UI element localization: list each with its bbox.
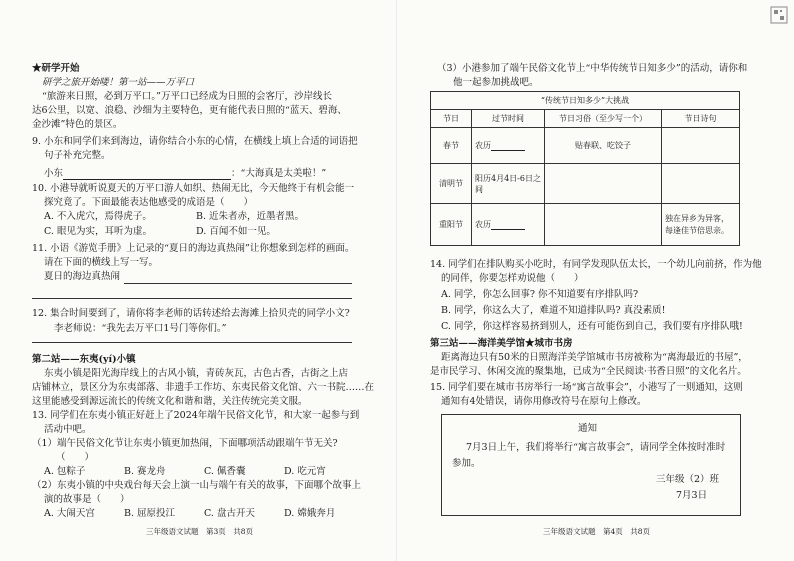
section-start: ★研学开始: [32, 63, 80, 74]
table-row: [431, 128, 740, 164]
q13-1-paren[interactable]: （ ）: [56, 452, 95, 463]
right-page: [397, 0, 794, 561]
festival-time: 农历: [475, 141, 491, 150]
time-blank[interactable]: [491, 142, 525, 151]
q13-1-line: （1）端午民俗文化节让东夷小镇更加热闹，下面哪项活动跟端午节无关?: [32, 438, 338, 449]
festival-name: 清明节: [431, 164, 472, 204]
q11-line: 请在下面的横线上写一写。: [44, 257, 159, 268]
q13-1-option[interactable]: A. 包粽子: [44, 466, 86, 477]
q15-line: 15. 同学们要在城市书房举行一场“寓言故事会”，小港写了一则通知，这则: [430, 382, 743, 393]
q13-2-line: （2）东夷小镇的中央戏台每天会上演一山与端午有关的故事，下面哪个故事上: [32, 480, 362, 491]
q9-blank[interactable]: [63, 169, 231, 180]
table-header: 节日: [431, 110, 472, 128]
table-row: [431, 164, 740, 204]
q12-blank[interactable]: [32, 342, 352, 343]
q14-line: 的同伴，你要怎样劝说他（ ）: [441, 273, 584, 284]
station3-title: 第三站——海洋美学馆★城市书房: [430, 338, 573, 349]
para2-line: 这里能感受到源远流长的传统文化和谐和谐，关注传统完美文服。: [32, 396, 308, 407]
q14-option-b[interactable]: B. 同学，你这么大了，难道不知道排队吗? 真没素质!: [441, 305, 666, 316]
notice-signature: 三年级（2）班: [656, 474, 720, 485]
q13-2-option[interactable]: B. 屈原投江: [124, 508, 176, 519]
station2-title: 第二站——东夷(yí)小镇: [32, 354, 136, 365]
festival-time: 阳历4月4日-6日之间: [472, 164, 545, 204]
time-blank[interactable]: [491, 221, 525, 230]
q10-option-c[interactable]: C. 眼见为实，耳听为虚。: [44, 226, 152, 237]
para1-line: 金沙滩”特色的景区。: [32, 119, 123, 130]
page-footer: 三年级语文试题 第4页 共8页: [543, 527, 651, 536]
para1-line: “旅游来日照，必到万平口。”万平口已经成为日照的会客厅，沙岸线长: [42, 91, 332, 102]
notice-box: [441, 414, 741, 516]
q9-answer: [44, 168, 326, 180]
q11-blank[interactable]: [124, 283, 352, 284]
para2-line: 店铺林立，景区分为东夷部落、非遗手工作坊、东夷民俗文化馆、六一书院……在: [32, 382, 375, 393]
qr-mark-icon: [770, 6, 788, 24]
notice-title: 通知: [578, 423, 598, 434]
q11-line: 11. 小语《游览手册》上记录的“夏日的海边真热闹”让你想象到怎样的画面。: [32, 243, 355, 254]
q13-2-line: 演的故事是（ ）: [44, 494, 130, 505]
q9-speaker: 小东: [44, 168, 64, 179]
q9-quote: ：“大海真是太美啦！”: [231, 168, 327, 179]
notice-body-line: 7月3日上午，我们将举行“寓言故事会”，请同学全体按时准时: [466, 442, 726, 453]
q15-line: 通知有4处错误，请你用修改符号在原句上修改。: [441, 396, 647, 407]
q13-3-line: （3）小港参加了端午民俗文化节上“中华传统节日知多少”的活动，请你和: [437, 63, 748, 74]
q12-quote: 李老师说：“我先去万平口1号门等你们。”: [54, 323, 227, 334]
q13-2-option[interactable]: A. 大闹天宫: [44, 508, 95, 519]
festival-custom: 贴春联、吃饺子: [545, 128, 662, 164]
festival-poem: 独在异乡为异客，每逢佳节倍思亲。: [662, 204, 740, 246]
q10-line: 探究竟了。下面最能表达他感受的成语是（ ）: [44, 197, 254, 208]
table-header: 过节时间: [472, 110, 545, 128]
q13-line: 活动中吧。: [44, 424, 92, 435]
q11-blank[interactable]: [32, 298, 352, 299]
q9-line: 9. 小东和同学们来到海边，请你结合小东的心情，在横线上填上合适的词语把: [32, 136, 358, 147]
festival-name: 春节: [431, 128, 472, 164]
festival-custom-blank[interactable]: [545, 204, 662, 246]
q14-option-a[interactable]: A. 同学，你怎么回事? 你不知道要有序排队吗?: [441, 289, 639, 300]
table-title: “传统节日知多少”大挑战: [431, 92, 740, 110]
festival-poem-blank[interactable]: [662, 128, 740, 164]
festival-name: 重阳节: [431, 204, 472, 246]
table-row: [431, 204, 740, 246]
para3-line: 是市民学习、休闲交流的聚集地，已成为“全民阅读·书香日照”的文化名片。: [430, 366, 747, 377]
q10-option-d[interactable]: D. 百闻不如一见。: [196, 226, 276, 237]
para2-line: 东夷小镇是阳光海岸线上的古风小镇，青砖灰瓦，古色古香，古街之上店: [44, 368, 349, 379]
notice-date: 7月3日: [676, 490, 708, 501]
q11-start: 夏日的海边真热闹: [44, 271, 121, 282]
q13-1-option[interactable]: B. 赛龙舟: [124, 466, 166, 477]
q10-option-a[interactable]: A. 不入虎穴，焉得虎子。: [44, 211, 152, 222]
q13-1-option[interactable]: C. 佩香囊: [204, 466, 246, 477]
para3-line: 距离海边只有50米的日照海洋美学馆城市书房被称为“离海最近的书屋”，: [441, 352, 748, 363]
q13-2-option[interactable]: D. 嫦娥奔月: [284, 508, 336, 519]
q13-line: 13. 同学们在东夷小镇正好赶上了2024年端午民俗文化节，和大家一起参与到: [32, 410, 360, 421]
table-header: 节日诗句: [662, 110, 740, 128]
festival-poem-blank[interactable]: [662, 164, 740, 204]
q10-option-b[interactable]: B. 近朱者赤，近墨者黑。: [196, 211, 305, 222]
para1-line: 达6公里，以宽、浪稳、沙细为主要特色，更有能代表日照的“蓝天、碧海、: [32, 105, 347, 116]
q14-line: 14. 同学们在排队购买小吃时，有同学发现队伍太长，一个幼儿向前挤，作为他: [430, 259, 762, 270]
q13-1-option[interactable]: D. 吃元宵: [284, 466, 326, 477]
festival-time: 农历: [475, 220, 491, 229]
q12-line: 12. 集合时间要到了，请你将李老师的话转述给去海滩上拾贝壳的同学小文?: [32, 308, 350, 319]
station1-title: 研学之旅开始喽！第一站——万平口: [42, 77, 195, 88]
festival-custom-blank[interactable]: [545, 164, 662, 204]
q9-line: 句子补充完整。: [44, 150, 111, 161]
page-footer: 三年级语文试题 第3页 共8页: [146, 527, 254, 536]
q13-2-option[interactable]: C. 盘古开天: [204, 508, 255, 519]
festival-time-cell: [472, 204, 545, 246]
festival-table: [430, 91, 740, 246]
q10-line: 10. 小港导就听说夏天的万平口游人如织、热闹无比，今天他终于有机会能一: [32, 183, 355, 194]
q13-3-line: 他一起参加挑战吧。: [453, 77, 539, 88]
q14-option-c[interactable]: C. 同学，你这样容易挤到别人，还有可能伤到自己，我们要有序排队哦!: [441, 321, 743, 332]
notice-body-line: 参加。: [452, 458, 481, 469]
table-header: 节日习俗（至少写一个）: [545, 110, 662, 128]
festival-time-cell: [472, 128, 545, 164]
